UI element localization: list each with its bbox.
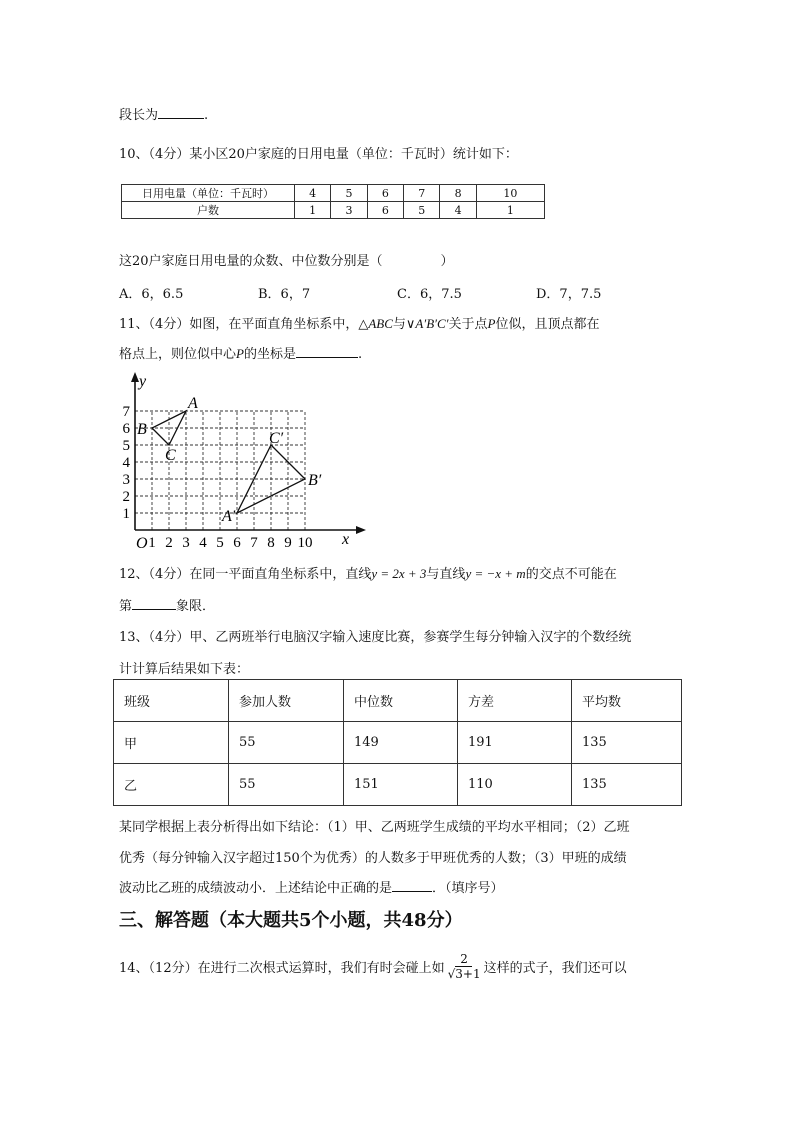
table-header: 参加人数 xyxy=(229,680,344,722)
table-cell: 6 xyxy=(367,202,403,219)
fraction-denominator xyxy=(448,967,481,981)
triangle-abc-prime: ∨A′B′C′ xyxy=(405,316,449,331)
q9-tail xyxy=(119,104,208,123)
fraction xyxy=(448,952,481,981)
y-tick-label: 4 xyxy=(122,455,130,471)
table-cell: 55 xyxy=(229,764,344,806)
q12-text: 的交点不可能在 xyxy=(525,567,617,582)
q11-line2 xyxy=(119,343,362,362)
q14-line xyxy=(119,952,627,981)
q11-end: . xyxy=(357,347,363,362)
table-row xyxy=(114,722,682,764)
point-p: P xyxy=(236,346,244,361)
table-cell: 甲 xyxy=(114,722,229,764)
table-cell: 乙 xyxy=(114,764,229,806)
point-label: C′ xyxy=(269,430,284,447)
y-tick-label: 1 xyxy=(122,506,130,522)
q12-text: 第 xyxy=(119,599,133,614)
q11-text: 11、（4分）如图，在平面直角坐标系中， xyxy=(119,317,359,332)
point-p: P xyxy=(487,316,496,331)
y-tick-label: 6 xyxy=(122,421,130,437)
table-header: 中位数 xyxy=(344,680,458,722)
x-tick-label: 9 xyxy=(284,535,292,551)
section-heading: 三、解答题（本大题共5个小题，共48分） xyxy=(119,910,463,931)
answer-blank[interactable] xyxy=(132,597,176,610)
q9-text: 段长为 xyxy=(119,108,159,123)
q13-text: 波动比乙班的成绩波动小．上述结论中正确的是 xyxy=(119,881,393,896)
table-cell: 3 xyxy=(331,202,367,219)
table-row xyxy=(114,680,682,722)
table-cell: 4 xyxy=(440,202,476,219)
point-labels xyxy=(137,395,322,525)
q13-para3 xyxy=(119,877,504,896)
q10-option-a[interactable]: A．6，6.5 xyxy=(119,287,184,302)
q10-option-d[interactable]: D．7，7.5 xyxy=(536,287,602,302)
table-header: 班级 xyxy=(114,680,229,722)
point-label: C xyxy=(165,447,176,464)
q10-question-end: ） xyxy=(440,254,454,269)
dashed-grid xyxy=(135,411,305,530)
line-equation-1: y = 2x + 3 xyxy=(371,566,427,581)
table-cell: 1 xyxy=(476,202,544,219)
y-tick-label: 2 xyxy=(122,489,130,505)
table-cell: 191 xyxy=(458,722,572,764)
x-tick-label: 6 xyxy=(233,535,241,551)
table-row xyxy=(122,202,545,219)
coordinate-figure xyxy=(120,372,370,552)
table-header: 平均数 xyxy=(572,680,682,722)
table-cell: 151 xyxy=(344,764,458,806)
row-header: 户数 xyxy=(122,202,295,219)
table-cell: 5 xyxy=(404,202,440,219)
q10-option-c[interactable]: C．6，7.5 xyxy=(397,287,462,302)
table-header: 方差 xyxy=(458,680,572,722)
answer-blank[interactable] xyxy=(296,345,358,358)
table-row xyxy=(122,185,545,202)
table-cell: 110 xyxy=(458,764,572,806)
x-tick-label: 1 xyxy=(148,535,156,551)
table-cell: 5 xyxy=(331,185,367,202)
table-cell: 55 xyxy=(229,722,344,764)
y-tick-label: 7 xyxy=(122,404,130,420)
q11-text: 格点上，则位似中心 xyxy=(119,347,237,362)
q10-option-b[interactable]: B．6，7 xyxy=(258,287,311,302)
table-cell: 6 xyxy=(367,185,403,202)
answer-blank[interactable] xyxy=(392,879,432,892)
table-cell: 10 xyxy=(476,185,544,202)
denominator-rest: +1 xyxy=(462,967,481,981)
x-axis-label: x xyxy=(342,531,350,548)
radicand: 3 xyxy=(455,967,463,981)
x-tick-label: 8 xyxy=(267,535,275,551)
fraction-numerator: 2 xyxy=(456,952,472,967)
x-tick-label: 4 xyxy=(199,535,207,551)
q12-text: 与直线 xyxy=(426,567,466,582)
q10-question xyxy=(119,250,454,269)
q11-text: 关于点 xyxy=(448,317,488,332)
x-tick-label: 2 xyxy=(165,535,173,551)
table-cell: 149 xyxy=(344,722,458,764)
table-cell: 135 xyxy=(572,722,682,764)
q12-text: 12、（4分）在同一平面直角坐标系中，直线 xyxy=(119,567,372,582)
line-equation-2: y = −x + m xyxy=(465,566,526,581)
q13-line2: 计计算后结果如下表： xyxy=(119,662,250,677)
row-header: 日用电量（单位：千瓦时） xyxy=(122,185,295,202)
tick-labels xyxy=(123,404,313,551)
table-cell: 8 xyxy=(440,185,476,202)
y-tick-label: 5 xyxy=(122,438,130,454)
q12-text: 象限． xyxy=(176,599,216,614)
point-label: B′ xyxy=(308,472,322,489)
table-cell: 7 xyxy=(404,185,440,202)
q14-text: 14、（12分）在进行二次根式运算时，我们有时会碰上如 xyxy=(119,961,445,976)
q11-text: 与 xyxy=(392,317,406,332)
q10-question-text: 这20户家庭日用电量的众数、中位数分别是（ xyxy=(119,254,383,269)
q13-para2: 优秀（每分钟输入汉字超过150个为优秀）的人数多于甲班优秀的人数；（3）甲班的成绩 xyxy=(119,851,627,866)
x-tick-label: 3 xyxy=(182,535,190,551)
q10-stem: 10、（4分）某小区20户家庭的日用电量（单位：千瓦时）统计如下： xyxy=(119,147,518,162)
q13-table xyxy=(113,679,682,806)
q13-line1: 13、（4分）甲、乙两班举行电脑汉字输入速度比赛，参赛学生每分钟输入汉字的个数经统 xyxy=(119,630,632,645)
q10-table xyxy=(121,184,545,219)
table-cell: 4 xyxy=(295,185,331,202)
table-row xyxy=(114,764,682,806)
q9-end: . xyxy=(204,108,209,123)
q13-text: ．（填序号） xyxy=(432,881,504,896)
q11-text: 的坐标是 xyxy=(243,347,296,362)
q14-text: 这样的式子，我们还可以 xyxy=(483,961,627,976)
table-cell: 1 xyxy=(295,202,331,219)
q13-para1: 某同学根据上表分析得出如下结论：（1）甲、乙两班学生成绩的平均水平相同；（2）乙班 xyxy=(119,820,630,835)
table-cell: 135 xyxy=(572,764,682,806)
y-tick-label: 3 xyxy=(122,472,130,488)
x-tick-label: 10 xyxy=(297,535,313,551)
answer-blank[interactable] xyxy=(158,106,204,119)
sqrt-sign: √ xyxy=(447,967,456,981)
x-tick-label: 7 xyxy=(250,535,258,551)
triangle-abc: △ABC xyxy=(358,316,393,331)
q12-line1 xyxy=(119,563,617,582)
point-label: A xyxy=(188,395,198,412)
y-axis-label: y xyxy=(139,373,147,390)
origin-label: O xyxy=(136,535,148,552)
q11-text: 位似，且顶点都在 xyxy=(495,317,600,332)
point-label: A′ xyxy=(222,508,236,525)
q11-line1 xyxy=(119,313,600,332)
point-label: B xyxy=(137,421,147,438)
x-tick-label: 5 xyxy=(216,535,224,551)
q12-line2 xyxy=(119,595,215,614)
